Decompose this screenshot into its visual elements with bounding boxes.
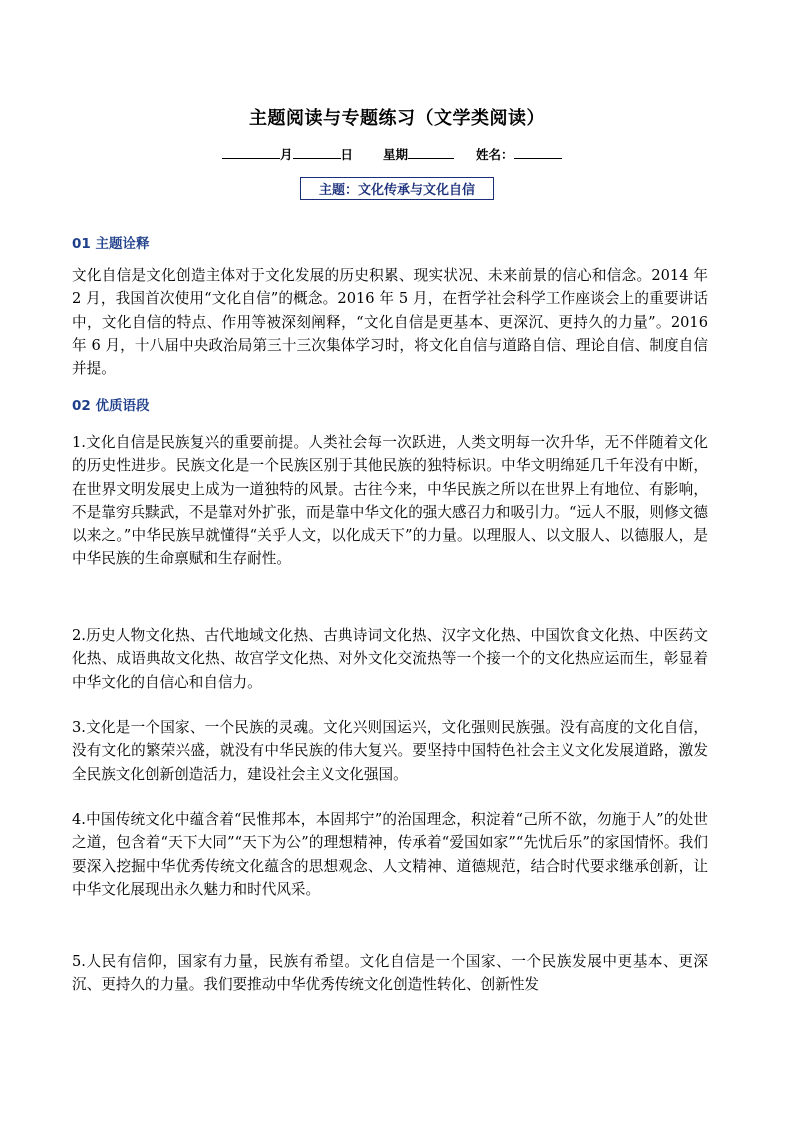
month-label: 月 bbox=[280, 147, 293, 162]
passage-4: 4.中国传统文化中蕴含着“民惟邦本，本固邦宁”的治国理念，积淀着“己所不欲，勿施于人”的处世之道，包含着“天下大同”“天下为公”的理想精神，传承着“爱国如家”“先忧后乐”的家国情怀。我们要深入挖掘中华优秀传统文化蕴含的思想观念、人文精神、道德规范，结合时代要求继承创新，让中华文化展现出永久魅力和时代风采。 bbox=[72, 811, 708, 898]
month-blank[interactable] bbox=[222, 146, 280, 159]
document-title: 主题阅读与专题练习（文学类阅读） bbox=[249, 108, 545, 129]
day-label: 日 bbox=[340, 147, 354, 162]
passage-5: 5.人民有信仰，国家有力量，民族有希望。文化自信是一个国家、一个民族发展中更基本、更深沉、更持久的力量。我们要推动中华优秀传统文化创造性转化、创新性发 bbox=[72, 953, 708, 994]
section-heading-quality-passages: 02 优质语段 bbox=[72, 398, 150, 414]
passage-2: 2.历史人物文化热、古代地域文化热、古典诗词文化热、汉字文化热、中国饮食文化热、中医药文化热、成语典故文化热、故宫学文化热、对外文化交流热等一个接一个的文化热应运而生，彰显着中华文化的自信心和自信力。 bbox=[72, 627, 708, 691]
interpretation-paragraph: 文化自信是文化创造主体对于文化发展的历史积累、现实状况、未来前景的信心和信念。2014 年 2 月，我国首次使用“文化自信”的概念。2016 年 5 月，在哲学社会科学工作座谈会上的重要讲话中，文化自信的特点、作用等被深刻阐释，“文化自信是更基本、更深沉、更持久的力量”。2016 年 6 月，十八届中央政治局第三十三次集体学习时，将文化自信与道路自信、理论自信、制度自信并提。 bbox=[72, 267, 708, 378]
name-label: 姓名： bbox=[476, 147, 514, 162]
theme-box: 主题：文化传承与文化自信 bbox=[300, 177, 494, 200]
passage-3: 3.文化是一个国家、一个民族的灵魂。文化兴则国运兴，文化强则民族强。没有高度的文化自信，没有文化的繁荣兴盛，就没有中华民族的伟大复兴。要坚持中国特色社会主义文化发展道路，激发全民族文化创新创造活力，建设社会主义文化强国。 bbox=[72, 719, 708, 783]
day-blank[interactable] bbox=[293, 146, 341, 159]
week-blank[interactable] bbox=[408, 146, 454, 159]
name-blank[interactable] bbox=[514, 146, 562, 159]
section-heading-interpretation: 01 主题诠释 bbox=[72, 236, 150, 252]
passage-1: 1.文化自信是民族复兴的重要前提。人类社会每一次跃进，人类文明每一次升华，无不伴随着文化的历史性进步。民族文化是一个民族区别于其他民族的独特标识。中华文明绵延几千年没有中断，在世界文明发展史上成为一道独特的风景。古往今来，中华民族之所以在世界上有地位、有影响，不是靠穷兵黩武，不是靠对外扩张，而是靠中华文化的强大感召力和吸引力。“远人不服，则修文德以来之。”中华民族早就懂得“关乎人文，以化成天下”的力量。以理服人、以文服人、以德服人，是中华民族的生命禀赋和生存耐性。 bbox=[72, 434, 708, 568]
week-label: 星期 bbox=[383, 147, 409, 162]
date-name-line bbox=[222, 145, 582, 163]
